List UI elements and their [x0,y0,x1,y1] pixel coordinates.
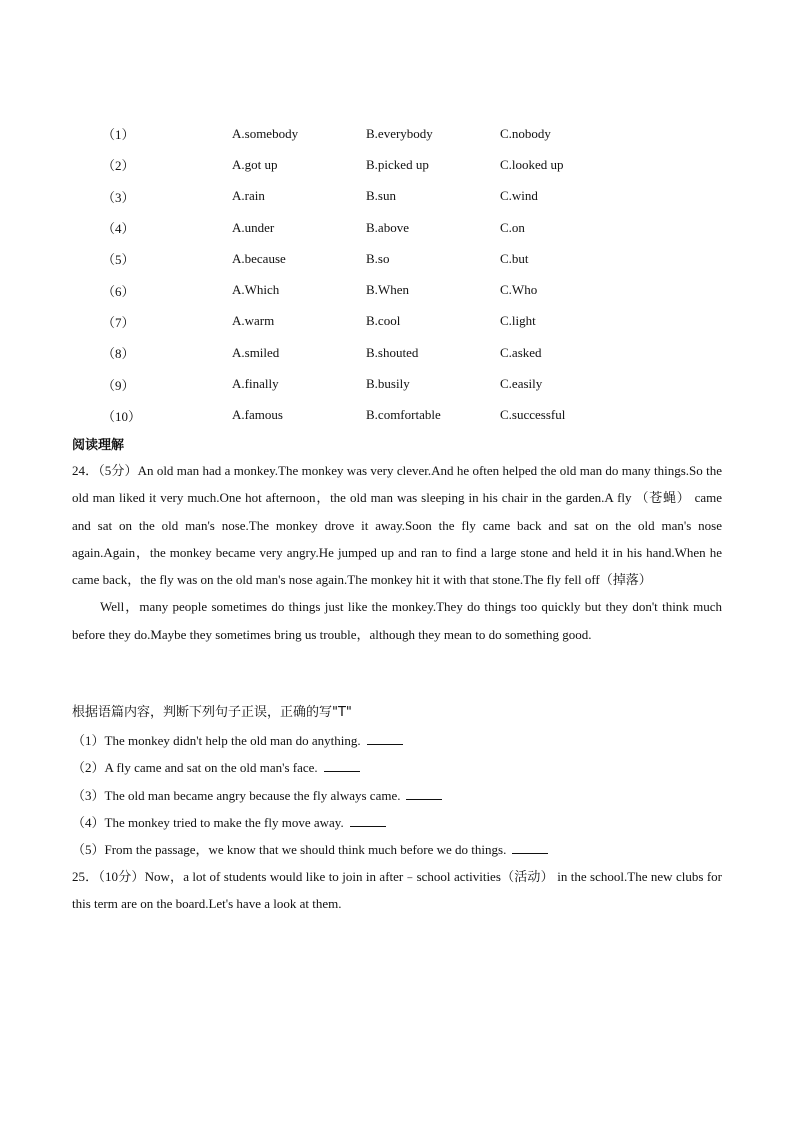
option-row [100,368,620,399]
option-number: （7） [102,314,135,330]
answer-blank[interactable] [512,841,548,854]
option-number: （8） [102,346,135,362]
option-a: A.warm [232,313,275,329]
question-25-text: 25．（10分）Now，a lot of students would like to join in after﹣school activities（活动） in the school.The new clubs for this term are on the board.Let's have a look at them. [72,869,722,912]
option-number: （10） [102,408,142,424]
option-a: A.Which [232,282,280,298]
option-row [100,149,620,180]
option-row [100,306,620,337]
option-number: （3） [102,189,135,205]
option-c: C.Who [500,282,538,298]
option-b: B.so [366,250,390,266]
option-row [100,181,620,212]
option-number: （1） [102,127,135,143]
option-b: B.sun [366,188,396,204]
option-number: （5） [102,252,135,268]
option-row [100,337,620,368]
question-text: （4）The monkey tried to make the fly move away. [72,814,344,830]
option-b: B.above [366,219,409,235]
option-row [100,118,620,149]
question-text: （1）The monkey didn't help the old man do anything. [72,733,361,748]
question-instruction: 根据语篇内容，判断下列句子正误，正确的写"T" [72,705,352,720]
option-a: A.got up [232,156,278,172]
answer-blank[interactable] [406,787,442,800]
option-c: C.asked [500,344,542,360]
option-b: B.comfortable [366,407,441,423]
option-row [100,243,620,274]
question-item [72,782,722,809]
option-a: A.rain [232,188,265,204]
option-number: （6） [102,283,135,299]
question-item [72,754,722,781]
true-false-questions [72,727,722,863]
option-c: C.light [500,313,536,329]
answer-blank[interactable] [324,759,360,772]
option-a: A.somebody [232,125,299,141]
question-item [72,836,722,863]
option-a: A.famous [232,407,283,423]
question-item [72,809,722,836]
option-c: C.on [500,219,525,235]
passage-paragraph-2: Well，many people sometimes do things just like the monkey.They do things too quickly but they don't think much before they do.Maybe they sometimes bring us trouble，although they mean to do something good. [72,599,722,642]
option-b: B.When [366,282,409,298]
option-a: A.finally [232,376,279,392]
answer-blank[interactable] [350,814,386,827]
question-item [72,727,722,754]
answer-blank[interactable] [367,732,403,745]
options-table [100,118,620,431]
option-row [100,400,620,431]
question-text: （3）The old man became angry because the fly always came. [72,787,401,803]
option-a: A.because [232,250,286,266]
option-row [100,274,620,305]
option-number: （9） [102,377,135,393]
option-number: （2） [102,158,135,174]
question-text: （2）A fly came and sat on the old man's face. [72,760,318,776]
option-a: A.under [232,219,275,235]
question-25 [72,863,722,918]
section-title: 阅读理解 [72,438,125,453]
option-row [100,212,620,243]
option-b: B.cool [366,313,401,329]
option-a: A.smiled [232,344,280,360]
option-c: C.easily [500,376,543,392]
reading-passage [72,457,722,648]
option-b: B.picked up [366,156,429,172]
option-c: C.successful [500,407,566,423]
option-c: C.looked up [500,156,564,172]
option-number: （4） [102,221,135,237]
option-c: C.nobody [500,125,551,141]
option-b: B.busily [366,376,410,392]
option-b: B.shouted [366,344,419,360]
option-b: B.everybody [366,125,433,141]
question-text: （5）From the passage，we know that we should think much before we do things. [72,842,507,858]
passage-paragraph-1: 24．（5分）An old man had a monkey.The monkey was very clever.And he often helped the old man do many things.So the old man liked it very much.One hot afternoon，the old man was sleeping in his chair in the garden.A fly （苍蝇） came and sat on the old man's nose.The monkey drove it away.Soon the fly came back and sat on the old man's nose again.Again，the monkey became very angry.He jumped up and ran to find a large stone and held it in his hand.When he came back，the fly was on the old man's nose again.The monkey hit it with that stone.The fly fell off（掉落） [72,463,722,588]
option-c: C.wind [500,188,538,204]
option-c: C.but [500,250,529,266]
